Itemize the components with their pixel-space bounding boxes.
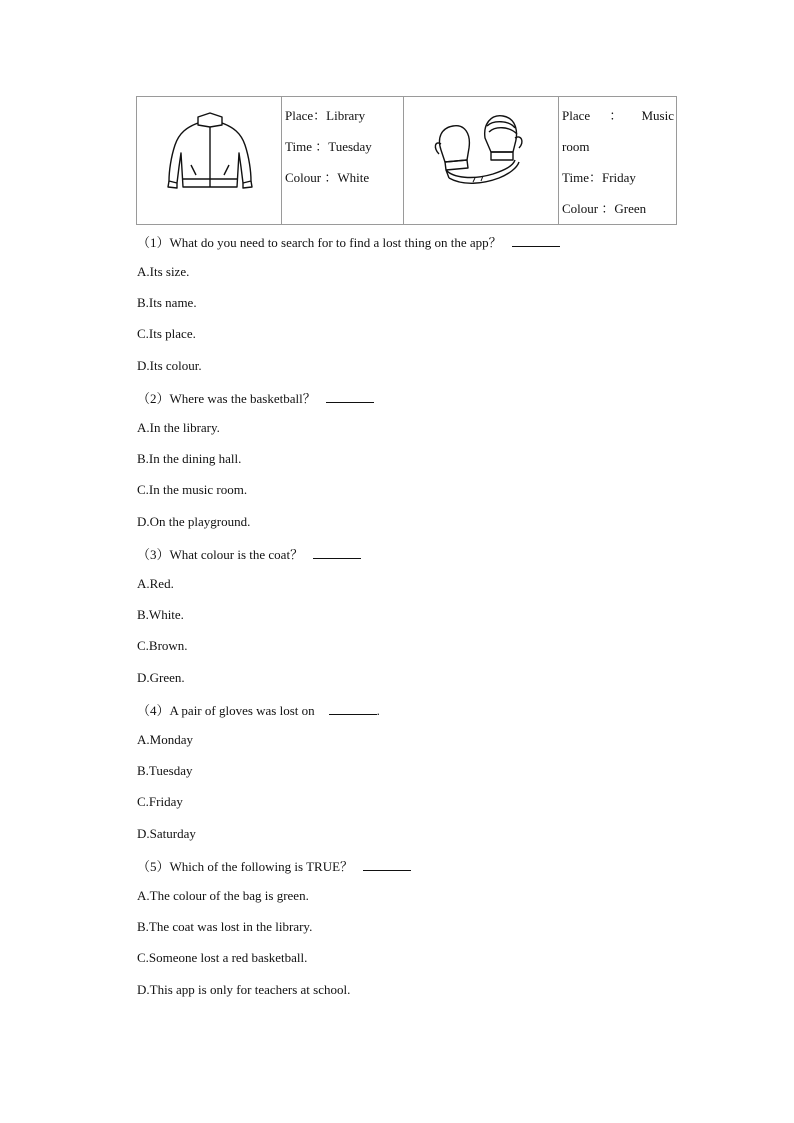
q4-option-b: B.Tuesday — [137, 763, 193, 778]
q5-option-a: A.The colour of the bag is green. — [137, 888, 309, 903]
q1-option-c: C.Its place. — [137, 326, 196, 341]
q2-option-d: D.On the playground. — [137, 514, 251, 529]
q3-option-a: A.Red. — [137, 576, 174, 591]
question-5 — [137, 856, 411, 875]
q1-option-b: B.Its name. — [137, 295, 197, 310]
question-3-prompt: （3）What colour is the coat？ — [137, 547, 304, 562]
q3-option-c: C.Brown. — [137, 638, 188, 653]
jacket-icon — [165, 111, 255, 195]
gloves-place-value: Music — [641, 108, 674, 123]
lost-items-table — [136, 96, 677, 225]
answer-blank-1[interactable] — [512, 245, 560, 247]
gloves-colour: Colour ：Green — [562, 201, 647, 216]
answer-blank-4[interactable] — [329, 713, 377, 715]
coat-image-cell — [137, 97, 282, 225]
q5-option-d: D.This app is only for teachers at school. — [137, 982, 351, 997]
answer-blank-5[interactable] — [363, 869, 411, 871]
q3-option-d: D.Green. — [137, 670, 185, 685]
question-4-prompt: （4）A pair of gloves was lost on — [137, 703, 315, 718]
q4-option-c: C.Friday — [137, 794, 183, 809]
q1-option-d: D.Its colour. — [137, 358, 202, 373]
coat-colour: Colour ：White — [285, 170, 370, 185]
gloves-place-sep: ： — [609, 108, 623, 123]
q5-option-b: B.The coat was lost in the library. — [137, 919, 313, 934]
gloves-place — [559, 100, 676, 131]
question-5-prompt: （5）Which of the following is TRUE？ — [137, 859, 354, 874]
q2-option-b: B.In the dining hall. — [137, 451, 242, 466]
q5-option-c: C.Someone lost a red basketball. — [137, 950, 308, 965]
gloves-place-word: Place — [562, 108, 591, 123]
question-2-prompt: （2）Where was the basketball？ — [137, 391, 316, 406]
answer-blank-3[interactable] — [313, 557, 361, 559]
question-4 — [137, 700, 380, 719]
question-3 — [137, 544, 361, 563]
gloves-place-cont: room — [562, 139, 590, 154]
question-1-prompt: （1）What do you need to search for to find a lost thing on the app？ — [137, 235, 502, 250]
coat-time: Time ：Tuesday — [285, 139, 372, 154]
question-2 — [137, 388, 374, 407]
gloves-image-cell — [404, 97, 559, 225]
gloves-icon — [433, 108, 533, 194]
q2-option-c: C.In the music room. — [137, 482, 248, 497]
gloves-time: Time：Friday — [562, 170, 636, 185]
gloves-info-cell — [559, 97, 677, 225]
q2-option-a: A.In the library. — [137, 420, 220, 435]
answer-blank-2[interactable] — [326, 401, 374, 403]
coat-info-cell — [282, 97, 404, 225]
question-1 — [137, 232, 560, 251]
coat-place: Place：Library — [285, 108, 366, 123]
q4-option-a: A.Monday — [137, 732, 193, 747]
q3-option-b: B.White. — [137, 607, 184, 622]
question-4-suffix: . — [376, 703, 380, 718]
q1-option-a: A.Its size. — [137, 264, 190, 279]
q4-option-d: D.Saturday — [137, 826, 196, 841]
